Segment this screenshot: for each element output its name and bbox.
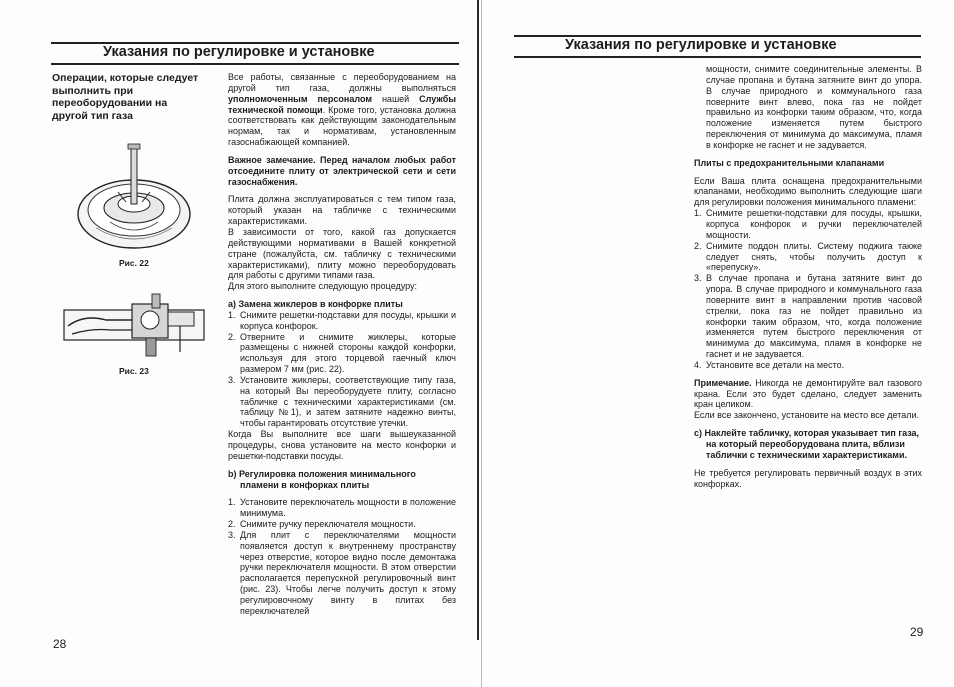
list-item: 2. Снимите ручку переключателя мощности. bbox=[228, 519, 416, 530]
list-item: 3. Установите жиклеры, соответствующие типу газа, на который Вы переоборудуете плиту, согласно табличке с техническими характеристиками (см. таблицу №1), и затем затяните надежно винты, чтобы гарантировать отсутствие утечки. bbox=[228, 374, 456, 429]
right-text-column bbox=[694, 64, 922, 489]
right-page-number: 29 bbox=[910, 625, 924, 639]
section-c-heading: c) Наклейте табличку, которая указывает тип газа, на который переоборудована плита, вблизи таблички с техническими характеристиками. bbox=[694, 428, 920, 460]
figure-22-caption: Рис. 22 bbox=[119, 258, 149, 268]
list-item: 2. Снимите поддон плиты. Систему поджига также следует снять, чтобы получить доступ к «перепуску». bbox=[694, 240, 922, 273]
section-a-steps bbox=[228, 310, 456, 429]
reassemble-paragraph: Когда Вы выполните все шаги вышеуказанной процедуры, снова установите на место конфорки и решетки-подставки посуды. bbox=[228, 429, 456, 461]
left-page-title: Указания по регулировке и установке bbox=[103, 44, 375, 60]
section-b-heading: b) Регулировка положения минимального пламени в конфорках плиты bbox=[228, 468, 416, 490]
note-paragraph: Примечание. Никогда не демонтируйте вал газового крана. Если это будет сделано, следует заменить кран целиком. bbox=[694, 377, 922, 410]
done-paragraph: Если все закончено, установите на место все детали. bbox=[694, 410, 920, 421]
list-item: 1. Снимите решетки-подставки для посуды, крышки, корпуса конфорок и ручки переключателей мощности. bbox=[694, 208, 922, 240]
important-note: Важное замечание. Перед началом любых работ отсоедините плиту от электрической сети и сети газоснабжения. bbox=[228, 154, 456, 187]
list-item: 2. Отверните и снимите жиклеры, которые размещены с нижней стороны каждой конфорки, используя для этого торцевой гаечный ключ размером 7 мм (рис. 22). bbox=[228, 331, 456, 375]
section-a-heading: a) Замена жиклеров в конфорке плиты bbox=[228, 299, 403, 310]
list-item: 1. Установите переключатель мощности в положение минимума. bbox=[228, 497, 456, 519]
left-title-rule-bottom bbox=[51, 63, 459, 65]
gas-type-paragraph: Плита должна эксплуатироваться с тем типом газа, который указан на табличке с техническими характеристиками. bbox=[228, 194, 456, 227]
valves-intro: Если Ваша плита оснащена предохранительными клапанами, необходимо выполнить следующие шаги для регулировки положения минимального пламени: bbox=[694, 175, 922, 208]
list-item: 3. В случае пропана и бутана затяните винт до упора. В случае природного и коммунального газа поверните винт в направлении против часовой стрелки, пока газ не пойдет правильно из конфорки таким образом, что, когда положение изменяется путем быстрого переключения от минимума до максимума, пламя в конфорке не гаснет и не задувается. bbox=[694, 273, 922, 360]
right-page-title: Указания по регулировке и установке bbox=[565, 37, 837, 53]
book-spine bbox=[477, 0, 479, 640]
list-item: 4. Установите все детали на место. bbox=[694, 359, 845, 370]
left-text-column bbox=[228, 72, 456, 617]
figure-23-caption: Рис. 23 bbox=[119, 366, 149, 376]
intro-paragraph: Все работы, связанные с переоборудованием на другой тип газа, должны выполняться уполномоченным персоналом нашей Службы технической помощи. Кроме того, установка должна соответствовать как действующим законодательным нормам, так и нормативам, установленным газоснабжающей компанией. bbox=[228, 72, 457, 148]
valves-steps bbox=[694, 208, 922, 371]
continued-paragraph: мощности, снимите соединительные элементы. В случае пропана и бутана затяните винт до упора. В случае природного и коммунального газа поверните винт влево, пока газ не пойдет правильно из конфорки таким образом, что, когда положение изменяется путем быстрого переключения от минимума до максимума, пламя в конфорке не гаснет и не задувается. bbox=[706, 64, 922, 150]
country-paragraph: В зависимости от того, какой газ допускается действующими нормативами в Вашей конкретной стране (пожалуйста, см. табличку с техническими характеристиками), плиту можно переоборудовать для работы с другими типами газа. bbox=[228, 226, 456, 281]
list-item: 1. Снимите решетки-подставки для посуды, крышки и корпуса конфорок. bbox=[228, 309, 456, 331]
left-page-number: 28 bbox=[53, 637, 67, 651]
valves-heading: Плиты с предохранительными клапанами bbox=[694, 157, 885, 168]
figure-23-regulating-screw-illustration bbox=[62, 290, 212, 358]
primary-air-paragraph: Не требуется регулировать первичный воздух в этих конфорках. bbox=[694, 467, 922, 489]
side-heading: Операции, которые следует выполнить при переоборудовании на другой тип газа bbox=[52, 72, 199, 122]
right-title-rule-bottom bbox=[514, 56, 921, 58]
figure-22-burner-illustration bbox=[70, 140, 200, 255]
list-item: 3. Для плит с переключателями мощности появляется доступ к внутреннему пространству через отверстие, которое видно после демонтажа ручки переключателя мощности. В этом отверстии располагается перепускной регулировочный винт (рис. 23). Чтобы легче получить доступ к этому регулировочному винту в плитах без переключателей bbox=[228, 529, 456, 616]
book-spine-shadow bbox=[481, 0, 482, 687]
procedure-intro: Для этого выполните следующую процедуру: bbox=[228, 281, 418, 292]
section-b-steps bbox=[228, 497, 456, 616]
